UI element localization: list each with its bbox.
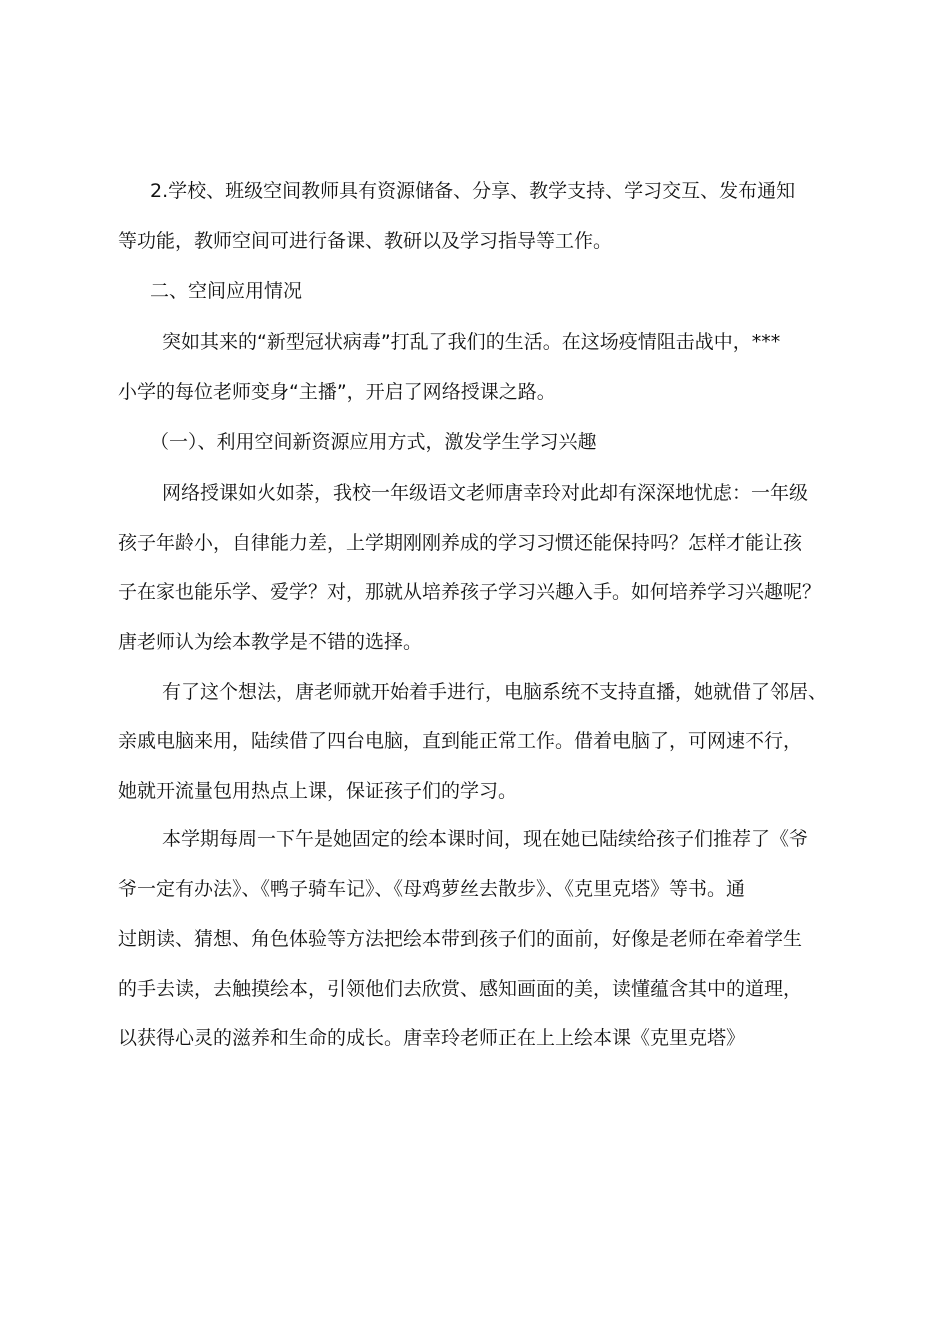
text-line: 过朗读、猜想、角色体验等方法把绘本带到孩子们的面前，好像是老师在牵着学生 [118, 928, 803, 950]
text-line: 小学的每位老师变身“主播”，开启了网络授课之路。 [118, 381, 556, 403]
text-line: 突如其来的“新型冠状病毒”打乱了我们的生活。在这场疫情阻击战中，*** [162, 331, 781, 353]
text-line: 爷一定有办法》、《鸭子骑车记》、《母鸡萝丝去散步》、《克里克塔》等书。通 [118, 878, 746, 900]
text-line: 唐老师认为绘本教学是不错的选择。 [118, 631, 423, 653]
text-line: 孩子年龄小，自律能力差，上学期刚刚养成的学习习惯还能保持吗？怎样才能让孩 [118, 532, 803, 554]
text-line: 本学期每周一下午是她固定的绘本课时间，现在她已陆续给孩子们推荐了《爷 [162, 828, 809, 850]
text-line: 等功能，教师空间可进行备课、教研以及学习指导等工作。 [118, 230, 613, 252]
text-line: 网络授课如火如荼，我校一年级语文老师唐幸玲对此却有深深地忧虑：一年级 [162, 482, 809, 504]
text-line: 的手去读，去触摸绘本，引领他们去欣赏、感知画面的美，读懂蕴含其中的道理， [118, 978, 803, 1000]
text-line: 2.学校、班级空间教师具有资源储备、分享、教学支持、学习交互、发布通知 [150, 180, 796, 202]
text-line: 子在家也能乐学、爱学？对，那就从培养孩子学习兴趣入手。如何培养学习兴趣呢？ [118, 581, 822, 603]
subsection-heading: （一）、利用空间新资源应用方式，激发学生学习兴趣 [150, 431, 597, 453]
section-heading: 二、空间应用情况 [150, 280, 303, 302]
text-line: 以获得心灵的滋养和生命的成长。唐幸玲老师正在上上绘本课《克里克塔》 [118, 1027, 746, 1049]
text-line: 亲戚电脑来用，陆续借了四台电脑，直到能正常工作。借着电脑了，可网速不行， [118, 730, 803, 752]
text-line: 她就开流量包用热点上课，保证孩子们的学习。 [118, 780, 518, 802]
text-line: 有了这个想法，唐老师就开始着手进行，电脑系统不支持直播，她就借了邻居、 [162, 681, 828, 703]
